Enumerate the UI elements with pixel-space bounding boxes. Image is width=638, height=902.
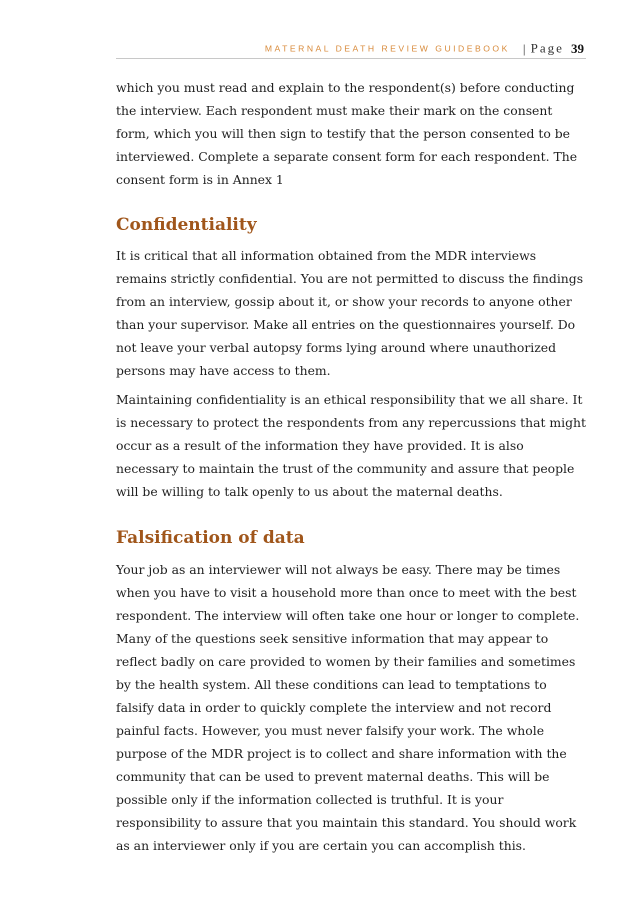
confidentiality-paragraph-1: It is critical that all information obtained from the MDR interviews remains strictly confidential. You are not permitted to discuss the findings from an interview, gossip about it, or show your records to anyone other than your supervisor. Make all entries on the questionnaires yourself. Do not leave your verbal autopsy forms lying around where unauthorized persons may have access to them.	[116, 248, 584, 378]
intro-paragraph: which you must read and explain to the respondent(s) before conducting the interview. Each respondent must make their mark on the consent form, which you will then sign to testify that the person consented to be interviewed. Complete a separate consent form for each respondent. The consent form is in Annex 1	[116, 80, 578, 187]
page-header	[116, 38, 584, 56]
page-number: 39	[571, 40, 584, 56]
running-title: MATERNAL DEATH REVIEW GUIDEBOOK	[264, 43, 510, 54]
confidentiality-paragraph-2: Maintaining confidentiality is an ethical responsibility that we all share. It is necessary to protect the respondents from any repercussions that might occur as a result of the information they have provided. It is also necessary to maintain the trust of the community and assure that people will be willing to talk openly to us about the maternal deaths.	[116, 392, 587, 499]
confidentiality-heading: Confidentiality	[116, 215, 257, 235]
page-label: Page	[530, 40, 564, 56]
page-body	[116, 76, 588, 857]
header-divider	[116, 58, 586, 59]
header-separator: |	[522, 40, 526, 56]
falsification-paragraph: Your job as an interviewer will not always be easy. There may be times when you have to visit a household more than once to meet with the best respondent. The interview will often take one hour or longer to complete. Many of the questions seek sensitive information that may appear to reflect badly on care provided to women by their families and sometimes by the health system. All these conditions can lead to temptations to falsify data in order to quickly complete the interview and not record painful facts. However, you must never falsify your work. The whole purpose of the MDR project is to collect and share information with the community that can be used to prevent maternal deaths. This will be possible only if the information collected is truthful. It is your responsibility to assure that you maintain this standard. You should work as an interviewer only if you are certain you can accomplish this.	[116, 562, 580, 853]
falsification-heading: Falsification of data	[116, 528, 305, 548]
